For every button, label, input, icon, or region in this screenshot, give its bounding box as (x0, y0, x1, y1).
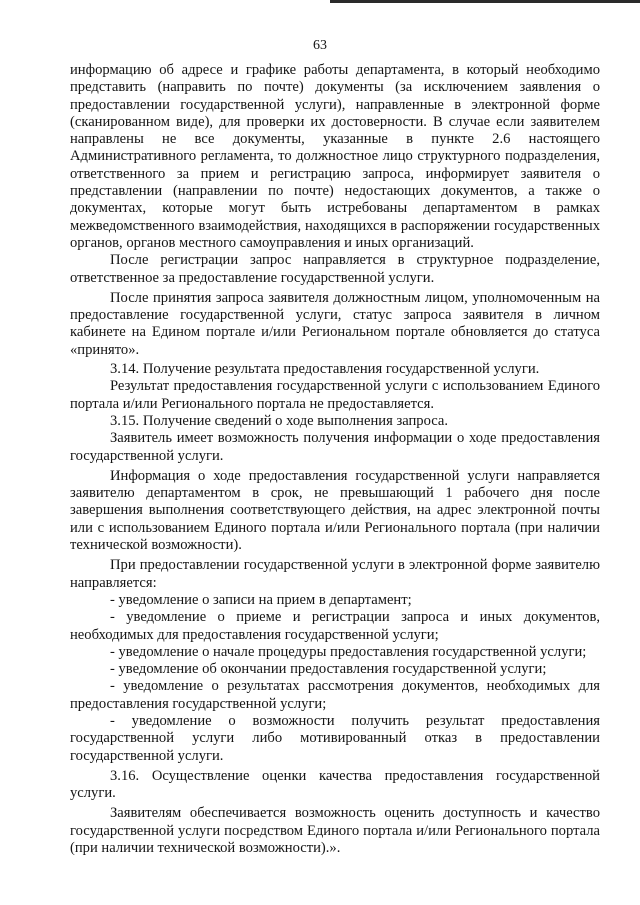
list-item-result-or-refusal: - уведомление о возможности получить результат предоставления государственной услуги либо мотивированный отказ в предоставлении государственной услуги. (70, 712, 600, 764)
paragraph-notifications-intro: При предоставлении государственной услуги в электронной форме заявителю направляется: (70, 557, 600, 591)
page-number: 63 (313, 38, 327, 53)
section-heading-3-16: 3.16. Осуществление оценки качества предоставления государственной услуги. (70, 767, 600, 802)
list-item-review-results: - уведомление о результатах рассмотрения документов, необходимых для предоставления государственной услуги; (70, 678, 600, 712)
section-heading-3-15: 3.15. Получение сведений о ходе выполнения запроса. (110, 412, 449, 429)
paragraph-status-update: После принятия запроса заявителя должностным лицом, уполномоченным на предоставление государственной услуги, статус запроса заявителя в личном кабинете на Едином портале и/или Региональном портале обновляется до статуса «принято». (70, 289, 600, 358)
paragraph-result-not-provided: Результат предоставления государственной услуги с использованием Единого портала и/или Регионального портала не предоставляется. (70, 378, 600, 412)
top-edge-line (330, 0, 640, 3)
paragraph-progress-delivery: Информация о ходе предоставления государственной услуги направляется заявителю департаментом в срок, не превышающий 1 рабочего дня после завершения выполнения соответствующего действия, на адрес электронной почты или с использованием Единого портала и/или Регионального портала (при наличии технической возможности). (70, 467, 600, 554)
paragraph-progress-info: Заявитель имеет возможность получения информации о ходе предоставления государственной услуги. (70, 430, 600, 464)
section-heading-3-14: 3.14. Получение результата предоставления государственной услуги. (110, 361, 540, 378)
document-body (70, 62, 600, 857)
list-item-appointment: - уведомление о записи на прием в департамент; (110, 591, 412, 608)
list-item-completion: - уведомление об окончании предоставления государственной услуги; (110, 661, 547, 678)
paragraph-documents-check: информацию об адресе и графике работы департамента, в который необходимо представить (направить по почте) документы (за исключением заявления о предоставлении государственной услуги), направленные в электронной форме (сканированном виде), для проверки их достоверности. В случае если заявителем направлены не все документы, указанные в пункте 2.6 настоящего Административного регламента, то должностное лицо структурного подразделения, ответственного за прием и регистрацию запроса, информирует заявителя о представлении (направлении по почте) недостающих документов, а также о документах, которые могут быть истребованы департаментом в рамках межведомственного взаимодействия, находящихся в распоряжении государственных органов, органов местного самоуправления и иных организаций. (70, 62, 600, 251)
paragraph-quality-assessment: Заявителям обеспечивается возможность оценить доступность и качество государственной услуги посредством Единого портала и/или Регионального портала (при наличии технической возможности).». (70, 805, 600, 857)
list-item-procedure-start: - уведомление о начале процедуры предоставления государственной услуги; (110, 643, 587, 660)
list-item-registration: - уведомление о приеме и регистрации запроса и иных документов, необходимых для предоставления государственной услуги; (70, 609, 600, 643)
paragraph-registration-routing: После регистрации запрос направляется в структурное подразделение, ответственное за предоставление государственной услуги. (70, 252, 600, 286)
